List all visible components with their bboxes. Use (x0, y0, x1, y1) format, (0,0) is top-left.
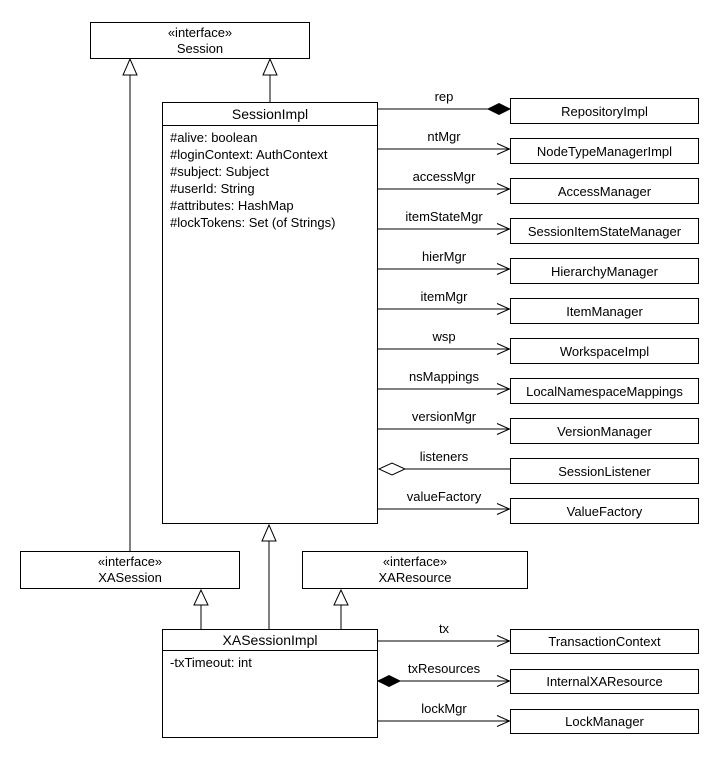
association-label-hiermgr: hierMgr (421, 249, 467, 264)
generalization-xasessionimpl-xaresource (334, 590, 348, 629)
generalization-sessionimpl-session (263, 59, 277, 102)
generalization-xasessionimpl-sessionimpl (262, 525, 276, 629)
association-line-txresources (378, 676, 510, 687)
class-box-nodetypemanagerimpl (510, 138, 699, 164)
class-box-workspaceimpl (510, 338, 699, 364)
class-box-sessionitemstatemanager (510, 218, 699, 244)
association-line-ntmgr (378, 144, 510, 155)
class-name: NodeTypeManagerImpl (536, 143, 673, 159)
class-box-versionmanager (510, 418, 699, 444)
class-name: TransactionContext (548, 634, 661, 649)
association-line-rep (378, 104, 510, 115)
class-name: XAResource (378, 570, 452, 585)
class-box-itemmanager (510, 298, 699, 324)
class-name: WorkspaceImpl (559, 343, 650, 359)
association-line-nsmappings (378, 384, 510, 395)
class-name: VersionManager (557, 423, 652, 439)
association-label-wsp: wsp (432, 329, 456, 344)
class-name: XASessionImpl (163, 630, 377, 651)
association-label-lockmgr: lockMgr (421, 701, 467, 716)
class-name: InternalXAResource (546, 674, 663, 689)
hollow-triangle-icon (334, 590, 348, 605)
association-label-txresources: txResources (407, 661, 481, 676)
association-label-ntmgr: ntMgr (427, 129, 461, 144)
class-name: Session (176, 40, 224, 56)
association-line-valuefactory (378, 504, 510, 515)
association-line-accessmgr (378, 184, 510, 195)
stereotype-label: «interface» (97, 554, 163, 569)
attribute-line: #lockTokens: Set (of Strings) (170, 215, 336, 230)
class-name: AccessManager (557, 183, 652, 199)
attribute-line: #attributes: HashMap (170, 198, 294, 213)
hollow-triangle-icon (194, 590, 208, 605)
generalization-xasession-session (123, 59, 137, 551)
class-box-session-interface (90, 22, 310, 59)
association-line-hiermgr (378, 264, 510, 275)
class-box-sessionimpl (162, 102, 378, 524)
class-box-hierarchymanager (510, 258, 699, 284)
class-name: RepositoryImpl (561, 103, 648, 119)
attribute-line: #subject: Subject (170, 164, 270, 179)
attribute-line: -txTimeout: int (170, 655, 252, 670)
association-label-versionmgr: versionMgr (411, 409, 477, 424)
class-name: SessionItemStateManager (527, 223, 682, 239)
class-name: LocalNamespaceMappings (526, 383, 683, 399)
attribute-line: #userId: String (170, 181, 255, 196)
association-line-tx (378, 636, 510, 647)
association-line-itemstatemgr (378, 224, 510, 235)
attribute-compartment (163, 126, 377, 231)
hollow-triangle-icon (123, 59, 137, 75)
hollow-triangle-icon (262, 525, 276, 541)
class-box-sessionlistener (510, 458, 699, 484)
association-label-itemmgr: itemMgr (420, 289, 468, 304)
class-box-repositoryimpl (510, 98, 699, 124)
class-name: ItemManager (566, 303, 643, 319)
class-box-localnamespacemappings (510, 378, 699, 404)
association-label-itemstatemgr: itemStateMgr (405, 209, 483, 224)
association-label-nsmappings: nsMappings (408, 369, 480, 384)
association-label-listeners: listeners (419, 449, 469, 464)
class-name: XASession (98, 570, 162, 585)
association-line-lockmgr (378, 716, 510, 727)
stereotype-label: «interface» (167, 24, 233, 40)
class-name: SessionListener (558, 463, 651, 479)
class-name: SessionImpl (163, 103, 377, 126)
attribute-compartment (163, 651, 377, 671)
attribute-line: #alive: boolean (170, 130, 258, 145)
association-label-accessmgr: accessMgr (412, 169, 476, 184)
class-box-xasession-interface (20, 551, 240, 589)
class-box-accessmanager (510, 178, 699, 204)
class-name: LockManager (565, 714, 644, 729)
class-box-valuefactory (510, 498, 699, 524)
class-box-lockmanager (510, 709, 699, 734)
class-name: ValueFactory (566, 503, 643, 519)
class-box-xasessionimpl (162, 629, 378, 738)
association-label-valuefactory: valueFactory (406, 489, 482, 504)
stereotype-label: «interface» (382, 554, 448, 569)
filled-diamond-icon (378, 676, 400, 687)
association-line-wsp (378, 344, 510, 355)
class-box-transactioncontext (510, 629, 699, 654)
association-line-itemmgr (378, 304, 510, 315)
attribute-line: #loginContext: AuthContext (170, 147, 328, 162)
class-name: HierarchyManager (551, 263, 658, 279)
hollow-triangle-icon (263, 59, 277, 75)
class-box-xaresource-interface (302, 551, 528, 589)
association-label-tx: tx (438, 621, 450, 636)
association-label-rep: rep (434, 89, 454, 104)
association-line-versionmgr (378, 424, 510, 435)
generalization-xasessionimpl-xasession (194, 590, 208, 629)
filled-diamond-icon (488, 104, 510, 115)
class-box-internalxaresource (510, 669, 699, 694)
